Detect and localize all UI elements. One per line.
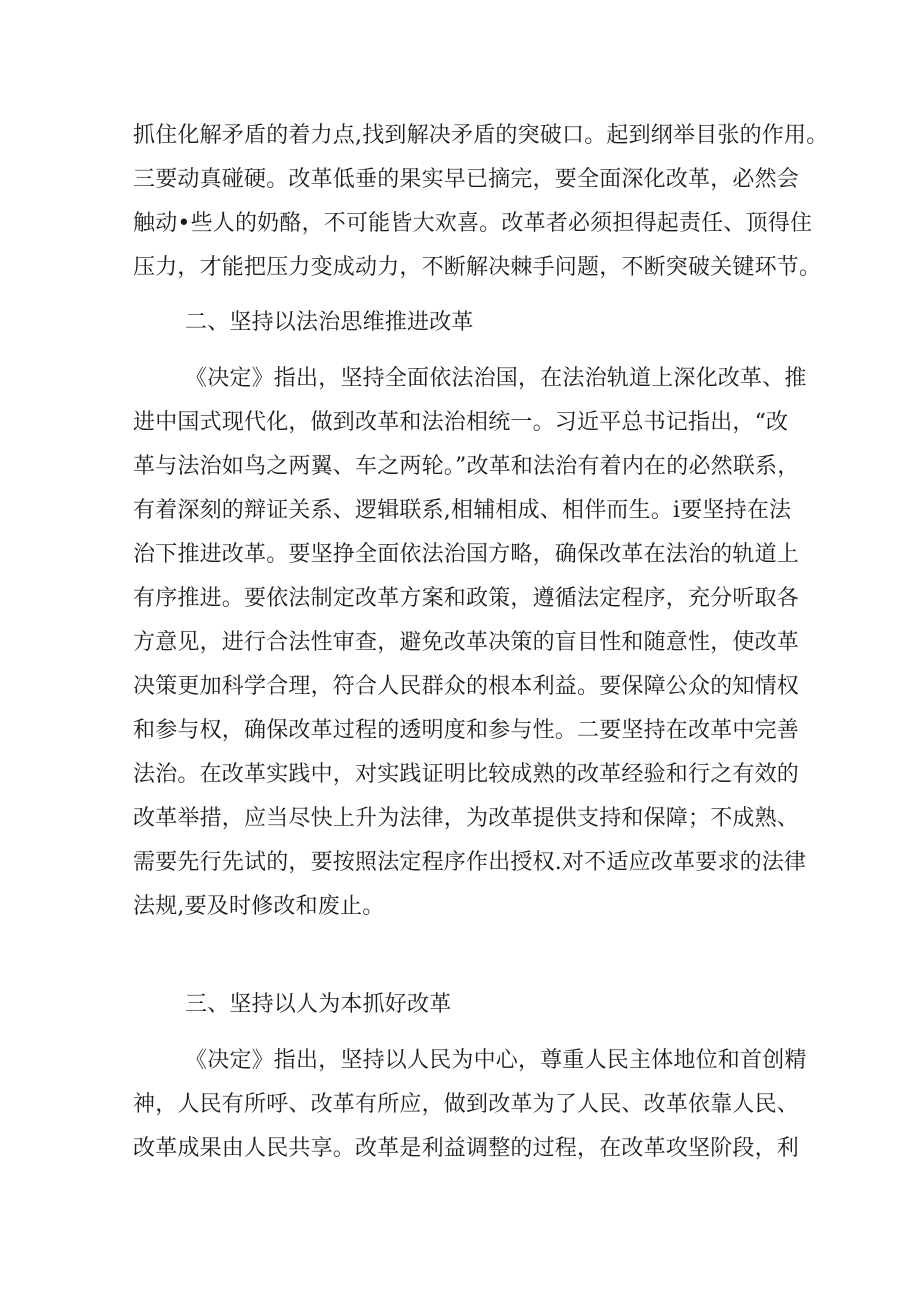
body-line: 需要先行先试的，要按照法定程序作出授权.对不适应改革要求的法律 — [133, 850, 807, 875]
section-heading: 二、坚持以法治思维推进改革 — [185, 310, 474, 335]
body-line: 法治。在改革实践中，对实践证明比较成熟的改革经验和行之有效的 — [133, 762, 800, 787]
body-line: 触动•些人的奶酪，不可能皆大欢喜。改革者必须担得起责任、顶得住 — [133, 211, 813, 236]
body-line: 抓住化解矛盾的着力点,找到解决矛盾的突破口。起到纲举目张的作用。 — [133, 123, 829, 148]
body-line: 三要动真碰硬。改革低垂的果实早已摘完，要全面深化改革，必然会 — [133, 167, 800, 192]
body-line: 改革成果由人民共享。改革是利益调整的过程，在改革攻坚阶段，利 — [133, 1136, 800, 1161]
body-line: 方意见，进行合法性审查，避免改革决策的盲目性和随意性，使改革 — [133, 630, 800, 655]
paragraph-first-line: 《决定》指出，坚持以人民为中心，尊重人民主体地位和首创精 — [185, 1048, 807, 1073]
body-line: 和参与权，确保改革过程的透明度和参与性。二要坚持在改革中完善 — [133, 718, 800, 743]
body-line: 有着深刻的辩证关系、逻辑联系,相辅相成、相伴而生。i要坚持在法 — [133, 498, 792, 523]
body-line: 神，人民有所呼、改革有所应，做到改革为了人民、改革依靠人民、 — [133, 1092, 800, 1117]
body-line: 进中国式现代化，做到改革和法治相统一。习近平总书记指出，“改 — [133, 410, 789, 435]
section-heading: 三、坚持以人为本抓好改革 — [185, 992, 452, 1017]
body-line: 决策更加科学合理，符合人民群众的根本利益。要保障公众的知情权 — [133, 674, 800, 699]
body-line: 革与法治如鸟之两翼、车之两轮。”改革和法治有着内在的必然联系， — [133, 454, 800, 479]
paragraph-first-line: 《决定》指出，坚持全面依法治国，在法治轨道上深化改革、推 — [185, 366, 807, 391]
body-line: 治下推进改革。要坚挣全面依法治国方略，确保改革在法治的轨道上 — [133, 542, 800, 567]
body-line: 有序推进。要依法制定改革方案和政策，遵循法定程序，充分听取各 — [133, 586, 800, 611]
body-line: 改革举措，应当尽快上升为法律，为改革提供支持和保障；不成熟、 — [133, 806, 800, 831]
body-line: 法规,要及时修改和废止。 — [133, 894, 385, 919]
body-line: 压力，才能把压力变成动力，不断解决棘手问题，不断突破关键环节。 — [133, 255, 822, 280]
